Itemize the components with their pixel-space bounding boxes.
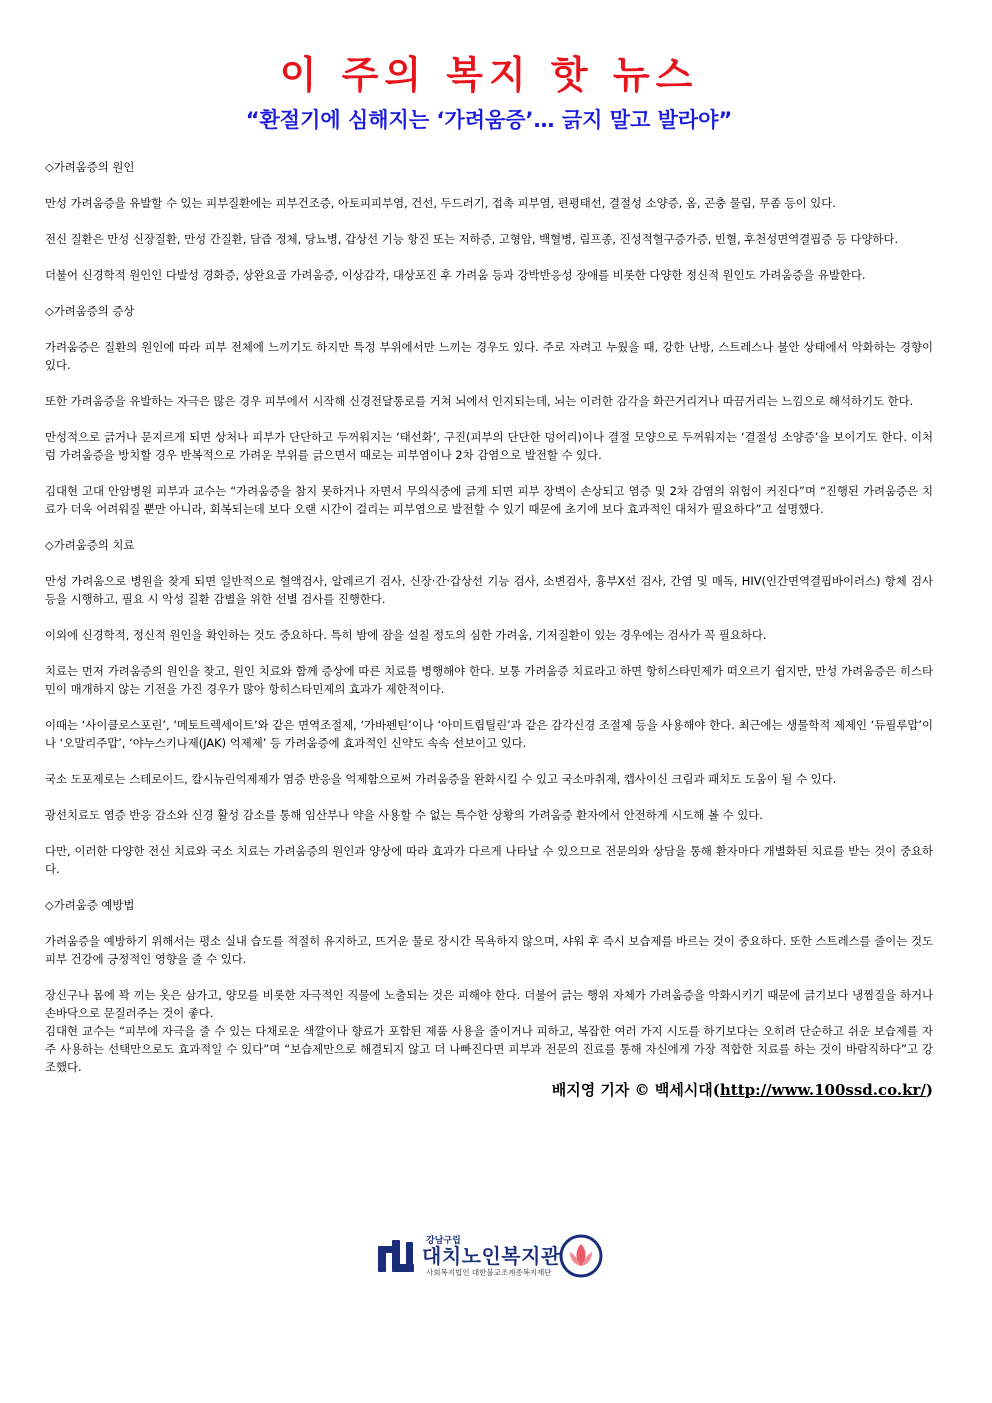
paragraph: 광선치료도 염증 반응 감소와 신경 활성 감소를 통해 임산부나 약을 사용할 수 없는 특수한 상황의 가려움증 환자에서 안전하게 시도해 볼 수 있다. [45,808,763,822]
article-body [45,158,933,1076]
logo-sub-text: 사회복지법인 대한불교조계종복지재단 [426,1268,552,1277]
paragraph: 또한 가려움증을 유발하는 자극은 많은 경우 피부에서 시작해 신경전달통로를 거쳐 뇌에서 인지되는데, 뇌는 이러한 감각을 화끈거리거나 따끔거리는 느낌으로 해석하기도 한다. [45,394,914,408]
section-heading-treatment: ◇가려움증의 치료 [45,538,135,552]
paragraph: 이외에 신경학적, 정신적 원인을 확인하는 것도 중요하다. 특히 밤에 잠을 설칠 정도의 심한 가려움, 기저질환이 있는 경우에는 검사가 꼭 필요하다. [45,628,767,642]
paragraph: 가려움증은 질환의 원인에 따라 피부 전체에 느끼기도 하지만 특정 부위에서만 느끼는 경우도 있다. 주로 자려고 누웠을 때, 강한 난방, 스트레스나 불안 상태에서 악화하는 경향이 있다. [45,340,933,372]
paragraph: 만성 가려움으로 병원을 찾게 되면 일반적으로 혈액검사, 알레르기 검사, 신장·간·갑상선 기능 검사, 소변검사, 흉부X선 검사, 간염 및 매독, HIV(인간면역결핍바이러스) 항체 검사 등을 시행하고, 필요 시 악성 질환 감별을 위한 선별 검사를 진행한다. [45,574,933,606]
paragraph: 만성 가려움증을 유발할 수 있는 피부질환에는 피부건조증, 아토피피부염, 건선, 두드러기, 접촉 피부염, 편평태선, 결절성 소양증, 옴, 곤충 물림, 무좀 등이 있다. [45,196,836,210]
lotus-icon [558,1234,604,1278]
organization-logo [376,1234,606,1278]
logo-small-text: 강남구립 [426,1236,461,1246]
section-heading-symptoms: ◇가려움증의 증상 [45,304,135,318]
paragraph: 김대현 고대 안암병원 피부과 교수는 “가려움증을 참지 못하거나 자면서 무의식중에 긁게 되면 피부 장벽이 손상되고 염증 및 2차 감염의 위험이 커진다”며 “진행된 가려움증은 치료가 더욱 어려워질 뿐만 아니라, 회복되는데 보다 오랜 시간이 걸리는 피부염으로 발전할 수 있기 때문에 초기에 보다 효과적인 대처가 필요하다”고 설명했다. [45,484,933,516]
paragraph: 이때는 ‘사이클로스포린’, ‘메토트렉세이트’와 같은 면역조절제, ‘가바펜틴’이나 ‘아미트립틸린’과 같은 감각신경 조절제 등을 사용해야 한다. 최근에는 생물학적 제제인 ‘듀필루맙’이나 ‘오말리주맙’, ‘야누스키나제(JAK) 억제제’ 등 가려움증에 효과적인 신약도 속속 선보이고 있다. [45,718,933,750]
byline [45,1080,933,1100]
paragraph: 만성적으로 긁거나 문지르게 되면 상처나 피부가 단단하고 두꺼워지는 ‘태선화’, 구진(피부의 단단한 덩어리)이나 결절 모양으로 두꺼워지는 ‘결절성 소양증’을 보이기도 한다. 이처럼 가려움증을 방치할 경우 반복적으로 가려운 부위를 긁으면서 때로는 피부염이나 2차 감염으로 발전할 수 있다. [45,430,933,462]
paragraph: 김대현 교수는 “피부에 자극을 줄 수 있는 다채로운 색깔이나 향료가 포함된 제품 사용을 줄이거나 피하고, 복잡한 여러 가지 시도를 하기보다는 오히려 단순하고 쉬운 보습제를 자주 사용하는 선택만으로도 효과적일 수 있다”며 “보습제만으로 해결되지 않고 더 나빠진다면 피부과 전문의 진료를 통해 자신에게 가장 적합한 치료를 하는 것이 바람직하다”고 강조했다. [45,1024,933,1074]
paragraph: 국소 도포제로는 스테로이드, 칼시뉴린억제제가 염증 반응을 억제함으로써 가려움증을 완화시킬 수 있고 국소마취제, 캡사이신 크림과 패치도 도움이 될 수 있다. [45,772,837,786]
byline-author: 배지영 기자 © 백세시대( [551,1081,720,1099]
page-title: 이 주의 복지 핫 뉴스 [279,53,699,97]
paragraph: 전신 질환은 만성 신장질환, 만성 간질환, 담즙 정체, 당뇨병, 갑상선 기능 항진 또는 저하증, 고형암, 백혈병, 림프종, 진성적혈구증가증, 빈혈, 후천성면역결핍증 등 다양하다. [45,232,899,246]
document-page [45,52,933,1100]
logo-main-text: 대치노인복지관 [422,1244,561,1268]
paragraph: 더불어 신경학적 원인인 다발성 경화증, 상완요골 가려움증, 이상감각, 대상포진 후 가려움 등과 강박반응성 장애를 비롯한 다양한 정신적 원인도 가려움증을 유발한다. [45,268,866,282]
paragraph: 다만, 이러한 다양한 전신 치료와 국소 치료는 가려움증의 원인과 양상에 따라 효과가 다르게 나타날 수 있으므로 전문의와 상담을 통해 환자마다 개별화된 치료를 받는 것이 중요하다. [45,844,933,876]
section-heading-prevention: ◇가려움증 예방법 [45,898,135,912]
logo-mark-icon [376,1236,416,1276]
paragraph: 치료는 먼저 가려움증의 원인을 찾고, 원인 치료와 함께 증상에 따른 치료를 병행해야 한다. 보통 가려움증 치료라고 하면 항히스타민제가 떠오르기 쉽지만, 만성 가려움증은 히스타민이 매개하지 않는 기전을 가진 경우가 많아 항히스타민제의 효과가 제한적이다. [45,664,933,696]
section-heading-causes: ◇가려움증의 원인 [45,160,135,174]
byline-close: ) [925,1081,933,1099]
paragraph: 장신구나 몸에 꽉 끼는 옷은 삼가고, 양모를 비롯한 자극적인 직물에 노출되는 것은 피해야 한다. 더불어 긁는 행위 자체가 가려움증을 악화시키기 때문에 긁기보다 냉찜질을 하거나 손바닥으로 문질러주는 것이 좋다. [45,988,933,1020]
paragraph: 가려움증을 예방하기 위해서는 평소 실내 습도를 적절히 유지하고, 뜨거운 물로 장시간 목욕하지 않으며, 샤워 후 즉시 보습제를 바르는 것이 중요하다. 또한 스트레스를 줄이는 것도 피부 건강에 긍정적인 영향을 줄 수 있다. [45,934,933,966]
article-headline: “환절기에 심해지는 ‘가려움증’… 긁지 말고 발라야” [245,108,733,132]
source-link[interactable]: http://www.100ssd.co.kr/ [719,1081,926,1099]
